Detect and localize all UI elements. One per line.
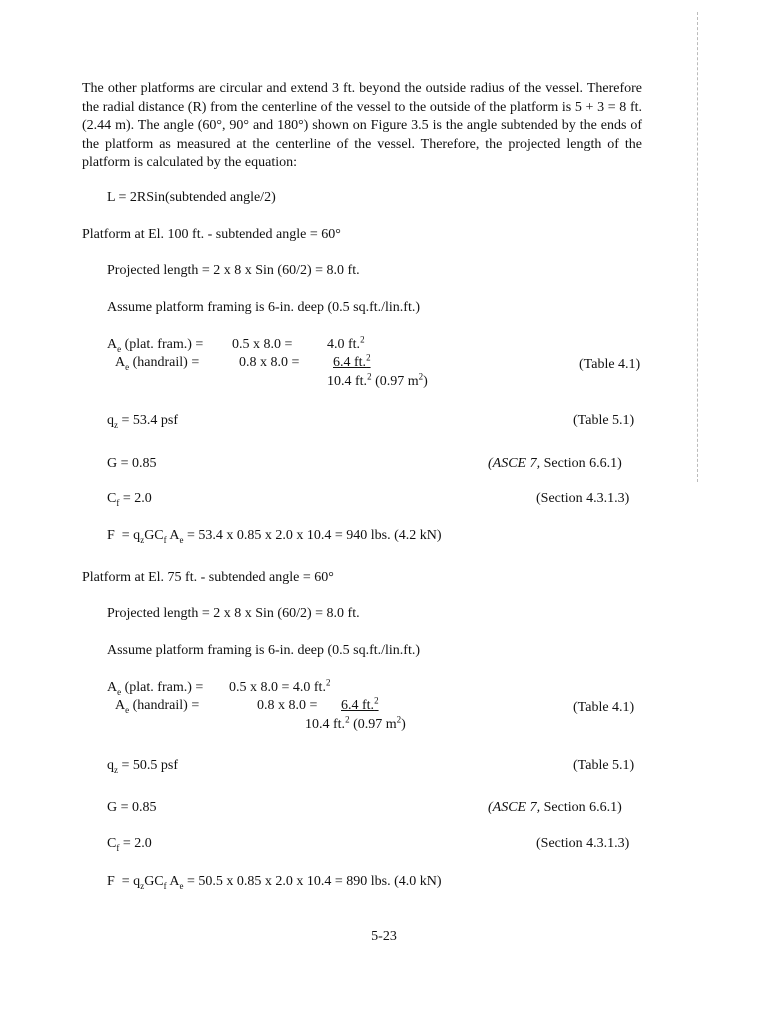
platform-2-gust-reference: (ASCE 7, Section 6.6.1) xyxy=(488,800,622,815)
platform-1-ae-framing-value: 4.0 ft.$^2$ xyxy=(327,334,365,352)
page-number: 5-23 xyxy=(371,929,397,944)
platform-1-ae-total: 10.4 ft.$^2$ (0.97 $m^2$) xyxy=(327,371,428,389)
platform-1-force-coefficient: $C_f = 2.0$ xyxy=(107,491,152,508)
platform-1-ae-framing-label: $A_e$ (plat. fram.) = xyxy=(107,337,204,354)
platform-2-ae-handrail-label: $A_e$ (handrail) = xyxy=(115,698,200,715)
platform-2-ae-handrail-value: 6.4 ft.$^2$ xyxy=(341,695,379,713)
platform-1-qz-reference: (Table 5.1) xyxy=(573,413,635,428)
platform-2-qz: $q_z = 50.5$ psf xyxy=(107,758,179,775)
platform-1-assumption: Assume platform framing is 6-in. deep (0.5 sq.ft./lin.ft.) xyxy=(107,300,420,315)
platform-2-ae-framing-expr: 0.5 x 8.0 = 4.0 ft.$^2$ xyxy=(229,677,331,695)
platform-2-ae-total: 10.4 ft.$^2$ (0.97 $m^2$) xyxy=(305,714,406,732)
platform-2-ae-framing-label: $A_e$ (plat. fram.) = xyxy=(107,680,204,697)
platform-2-projected-length: Projected length = 2 x 8 x Sin (60/2) = 8.0 ft. xyxy=(107,606,360,621)
platform-2-ae-reference: (Table 4.1) xyxy=(573,700,635,715)
platform-1-heading: Platform at El. 100 ft. - subtended angle = 60° xyxy=(82,227,341,242)
margin-rule xyxy=(697,12,698,482)
platform-2-force: $F = q_zGC_f$ $A_e = 50.5$ x 0.85 x 2.0 x 10.4 = 890 lbs. (4.0 kN) xyxy=(107,874,442,891)
platform-2-ae-handrail-expr: 0.8 x 8.0 = xyxy=(257,698,318,713)
platform-1-gust-reference: (ASCE 7, Section 6.6.1) xyxy=(488,456,622,471)
platform-2-cf-reference: (Section 4.3.1.3) xyxy=(536,836,630,851)
intro-paragraph: The other platforms are circular and extend 3 ft. beyond the outside radius of the vessel. Therefore the radial distance (R) from the centerline of the vessel to the outside of the platform is 5 + 3 = 8 ft. (2.44 m). The angle (60°, 90° and 180°) shown on Figure 3.5 is the angle subtended by the ends of the platform as measured at the centerline of the vessel. Therefore, the projected length of the platform is calculated by the equation: xyxy=(82,81,642,170)
platform-2-heading: Platform at El. 75 ft. - subtended angle = 60° xyxy=(82,570,334,585)
platform-1-ae-framing-expr: 0.5 x 8.0 = xyxy=(232,337,293,352)
platform-1-ae-reference: (Table 4.1) xyxy=(579,357,641,372)
platform-1-ae-handrail-value: 6.4 ft.$^2$ xyxy=(333,352,371,370)
platform-1-ae-handrail-label: $A_e$ (handrail) = xyxy=(115,355,200,372)
platform-1-cf-reference: (Section 4.3.1.3) xyxy=(536,491,630,506)
platform-1-gust-factor: G = 0.85 xyxy=(107,456,157,471)
platform-2-force-coefficient: $C_f = 2.0$ xyxy=(107,836,152,853)
platform-1-force: $F = q_zGC_f$ $A_e = 53.4$ x 0.85 x 2.0 x 10.4 = 940 lbs. (4.2 kN) xyxy=(107,528,442,545)
platform-2-qz-reference: (Table 5.1) xyxy=(573,758,635,773)
platform-1-ae-handrail-expr: 0.8 x 8.0 = xyxy=(239,355,300,370)
projected-length-equation: L = 2RSin(subtended angle/2) xyxy=(107,190,276,205)
platform-1-projected-length: Projected length = 2 x 8 x Sin (60/2) = 8.0 ft. xyxy=(107,263,360,278)
platform-2-assumption: Assume platform framing is 6-in. deep (0.5 sq.ft./lin.ft.) xyxy=(107,643,420,658)
platform-1-qz: $q_z = 53.4$ psf xyxy=(107,413,179,430)
platform-2-gust-factor: G = 0.85 xyxy=(107,800,157,815)
